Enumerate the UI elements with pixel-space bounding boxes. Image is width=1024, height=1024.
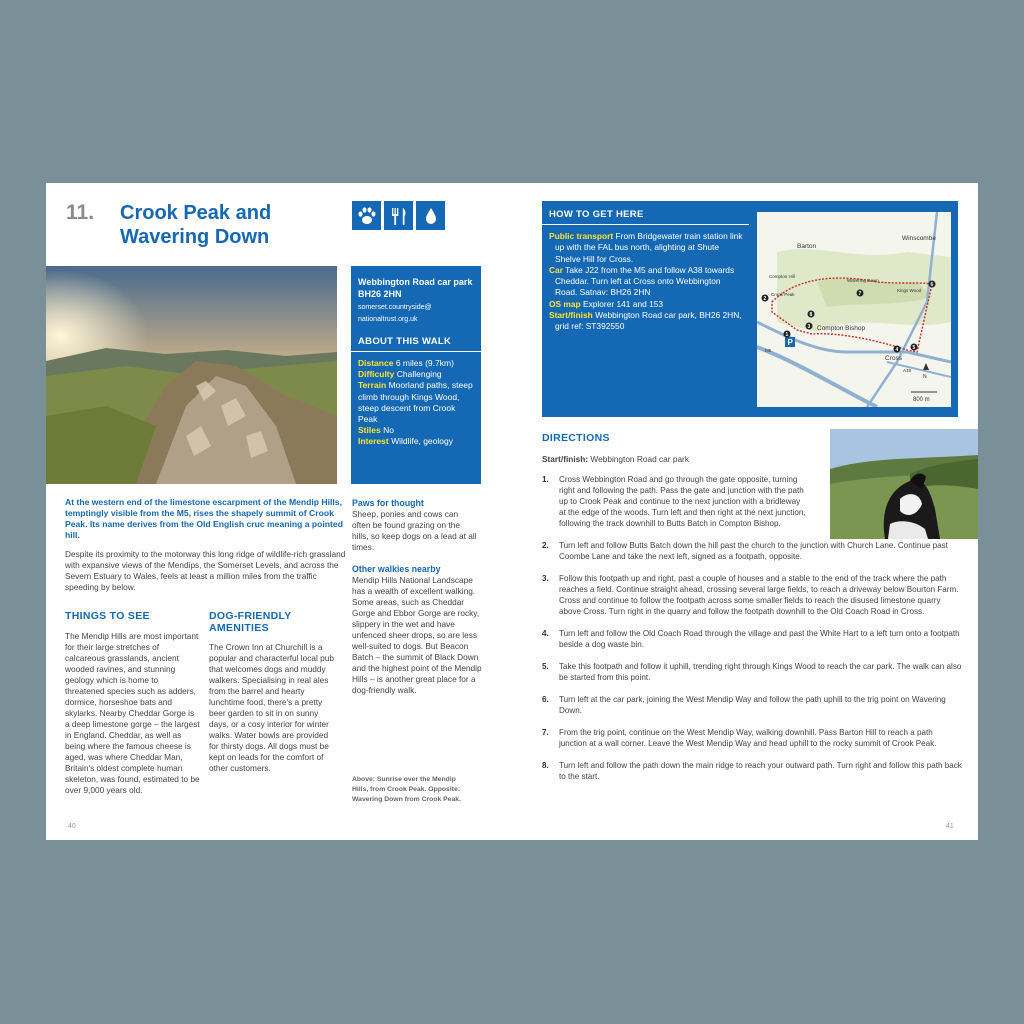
map-place: Compton Bishop <box>817 325 866 332</box>
map-place: Crook Peak <box>771 292 795 297</box>
route-map <box>757 212 951 407</box>
left-page <box>46 183 512 840</box>
water-drop-icon <box>416 201 445 230</box>
dog-amenities-heading: DOG-FRIENDLY AMENITIES <box>209 610 292 634</box>
how-row: OS map Explorer 141 and 153 <box>549 298 664 309</box>
page-number: 40 <box>68 823 76 830</box>
svg-text:6: 6 <box>930 282 934 288</box>
svg-text:3: 3 <box>807 324 811 330</box>
paws-heading: Paws for thought <box>352 498 424 508</box>
info-row: Distance 6 miles (9.7km) <box>358 358 454 368</box>
right-page <box>512 183 978 840</box>
how-row: Start/finish Webbington Road car park, BH26 2HN, grid ref: ST392550 <box>549 310 742 332</box>
how-to-get-here-box <box>542 201 958 417</box>
info-row: Terrain Moorland paths, steep climb through Kings Wood, steep descent from Crook Peak <box>358 380 473 425</box>
start-finish: Start/finish: Webbington Road car park <box>542 454 689 464</box>
svg-text:1: 1 <box>785 332 789 338</box>
svg-text:P: P <box>787 338 793 347</box>
intro-text: At the western end of the limestone escarpment of the Mendip Hills, temptingly visible from the M5, rises the shapely summit of Crook Peak. Its name derives from the Old English cruc meaning a pointed hill. <box>65 497 343 540</box>
how-row: Car Take J22 from the M5 and follow A38 towards Cheddar. Turn left at Cross onto Webbington Road. Satnav: BH26 2HN <box>549 264 735 298</box>
directions-list <box>542 474 962 793</box>
map-place: Wavering Down <box>847 278 879 283</box>
how-heading: HOW TO GET HERE <box>549 209 644 220</box>
how-row: Public transport From Bridgewater train station link up with the FAL bus north, alighting at Shute Shelve Hill for Cross. <box>549 231 743 264</box>
map-place: M5 <box>765 348 772 353</box>
directions-heading: DIRECTIONS <box>542 432 610 444</box>
about-rows <box>351 352 481 454</box>
map-scale: 800 m <box>913 397 930 403</box>
map-place: Barton <box>797 243 817 250</box>
direction-step: 2. Turn left and follow Butts Batch down the hill past the church to the junction with Church Lane. Continue past Coombe Lane and take the next left, signed as a footpath, opposite. <box>542 541 948 561</box>
svg-text:8: 8 <box>809 312 813 318</box>
info-row: Difficulty Challenging <box>358 369 442 380</box>
how-rows <box>549 231 745 333</box>
map-place: Kings Wood <box>897 288 922 293</box>
dog-amenities-text: The Crown Inn at Churchill is a popular and characterful local pub that welcomes dogs and muddy walkers. Specialising in real ales from the barrel and hearty lunchtime food, there's a pretty beer garden to sit in on sunny days, or a cosy interior for winter walks. Water bowls are provided for thirsty dogs. All dogs must be kept on leads for the comfort of other customers. <box>209 642 334 773</box>
north-arrow-icon <box>923 363 929 370</box>
other-walkies-heading: Other walkies nearby <box>352 564 441 574</box>
intro-paragraph: Despite its proximity to the motorway this long ridge of wildlife-rich grassland with expansive views of the Mendips, the Somerset Levels, and across the Severn Estuary to Wales, feels at least a million miles from the traffic speeding by below. <box>65 549 346 592</box>
north-label: N <box>923 374 927 380</box>
sunrise-photo <box>46 266 337 484</box>
walk-info-box <box>351 266 481 484</box>
info-row: Interest Wildlife, geology <box>358 436 453 447</box>
feature-icons <box>352 201 445 230</box>
other-walkies-text: Mendip Hills National Landscape has a wealth of excellent walking. Some areas, such as Cheddar Gorge and Ebbor Gorge are rocky, slippery in the wet and have unfenced sheer drops, so are less well-suited to dogs. But Beacon Batch – the summit of Black Down and the highest point of the Mendip Hills – is another great place for a dog-friendly walk. <box>352 575 482 695</box>
map-place: Cross <box>885 355 902 362</box>
things-heading: THINGS TO SEE <box>65 610 150 622</box>
direction-step: 4. Turn left and follow the Old Coach Road through the village and past the White Hart to a left turn onto a footpath beside a dog waste bin. <box>542 629 960 649</box>
svg-text:4: 4 <box>895 347 899 353</box>
car-park-name: Webbington Road car park BH26 2HN <box>358 277 473 299</box>
map-place: Winscombe <box>902 235 936 242</box>
map-place: A38 <box>903 368 912 373</box>
page-number: 41 <box>946 823 954 830</box>
direction-step: 6. Turn left at the car park, joining the West Mendip Way and follow the path uphill to the trig point on Wavering Down. <box>542 695 946 715</box>
book-spread <box>46 183 978 840</box>
page-title: Crook Peak and Wavering Down <box>120 202 272 248</box>
direction-step: 5. Take this footpath and follow it uphill, trending right through Kings Wood to reach the car park. The walk can also be started from this point. <box>542 662 962 682</box>
direction-step: 3. Follow this footpath up and right, past a couple of houses and a stable to the end of the track where the path reaches a field. Continue straight ahead, crossing several large fields, to reach a driveway below Bourton Farm. Cross and continue to follow the footpath across some smaller fields to reach the disused limestone quarry above Cross. Turn right in the quarry and follow the footpath downhill to the Old Coach Road in Cross. <box>542 574 959 616</box>
svg-text:2: 2 <box>763 296 767 302</box>
divider <box>542 224 749 225</box>
map-place: Compton Hill <box>769 274 795 279</box>
svg-text:5: 5 <box>912 345 916 351</box>
paw-icon <box>352 201 381 230</box>
direction-step: 8. Turn left and follow the path down the main ridge to reach your outward path. Turn right and follow this path back to the start. <box>542 761 962 781</box>
cutlery-icon <box>384 201 413 230</box>
paws-text: Sheep, ponies and cows can often be found grazing on the hills, so keep dogs on a lead at all times. <box>352 509 477 552</box>
contact-email: somerset.countryside@ nationaltrust.org.uk <box>358 304 432 323</box>
svg-text:7: 7 <box>858 291 862 297</box>
walk-number: 11. <box>66 201 95 224</box>
direction-step: 1. Cross Webbington Road and go through the gate opposite, turning right and following the path. Pass the gate and junction with the path up to Crook Peak and continue to the next junction with a bridleway at the edge of the woods. Turn left and then right at the next junction, following the track downhill to Butts Batch in Compton Bishop. <box>542 475 806 528</box>
info-row: Stiles No <box>358 425 394 436</box>
things-text: The Mendip Hills are most important for their large stretches of calcareous grasslands, ancient wooded ravines, and stunning geology which is home to threatened species such as adders, dormice, horseshoe bats and skylarks. Nearby Cheddar Gorge is a deep limestone gorge – the largest in England. Cheddar, as well as being where the famous cheese is aged, was where Cheddar Man, Britain's oldest complete human skeleton, was found, estimated to be over 9,000 years old. <box>65 631 200 795</box>
direction-step: 7. From the trig point, continue on the West Mendip Way, walking downhill. Pass Barton Hill to reach a path junction at a wall corner. Leave the West Mendip Way and head uphill to the rocky summit of Crook Peak. <box>542 728 937 748</box>
photo-caption: Above: Sunrise over the Mendip Hills, from Crook Peak. Opposite: Wavering Down from Crook Peak. <box>352 776 461 803</box>
about-heading: ABOUT THIS WALK <box>351 330 481 352</box>
